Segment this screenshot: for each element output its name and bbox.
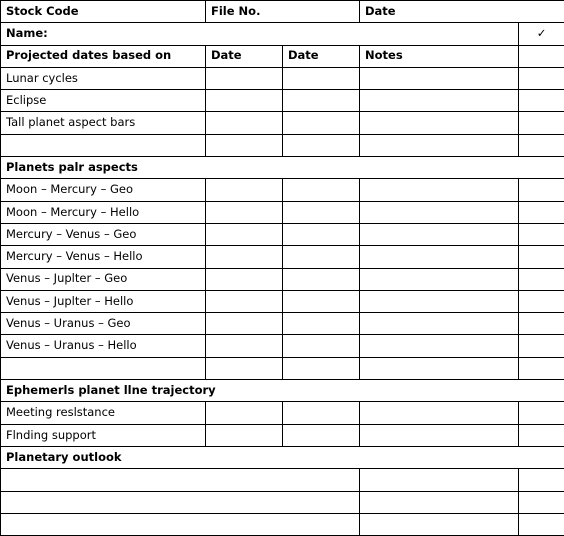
date-2-cell[interactable] [283,201,360,223]
notes-cell[interactable] [360,402,519,424]
pair-aspect-row [1,335,564,357]
outlook-row [1,491,564,513]
pair-aspect-row [1,246,564,268]
notes-cell[interactable] [360,268,519,290]
pair-aspect-label: Mercury – Venus – Geo [1,223,206,245]
notes-cell[interactable] [360,424,519,446]
check-cell[interactable] [519,268,564,290]
outlook-row [1,469,564,491]
date-1-cell[interactable] [206,246,283,268]
check-cell[interactable] [519,357,564,379]
date-column-2-header: Date [283,45,360,67]
pair-aspect-label: Moon – Mercury – Hello [1,201,206,223]
notes-cell[interactable] [360,179,519,201]
projected-heading-row [1,45,564,67]
projected-row [1,134,564,156]
date-1-cell[interactable] [206,90,283,112]
pair-aspect-label: Moon – Mercury – Geo [1,179,206,201]
date-1-cell[interactable] [206,313,283,335]
name-label: Name: [1,23,519,45]
notes-column-header: Notes [360,45,519,67]
pair-aspect-row [1,357,564,379]
outlook-notes-cell[interactable] [360,491,519,513]
check-cell[interactable] [519,290,564,312]
check-cell[interactable] [519,246,564,268]
date-1-cell[interactable] [206,290,283,312]
file-no-label: File No. [206,1,360,23]
notes-cell[interactable] [360,246,519,268]
check-cell[interactable] [519,112,564,134]
pair-aspect-label [1,357,206,379]
trajectory-row [1,424,564,446]
date-2-cell[interactable] [283,67,360,89]
pair-aspect-row [1,201,564,223]
pair-aspect-row [1,223,564,245]
projected-label: Tall planet aspect bars [1,112,206,134]
check-cell[interactable] [519,90,564,112]
date-1-cell[interactable] [206,357,283,379]
date-2-cell[interactable] [283,313,360,335]
check-column-header [519,45,564,67]
pair-aspect-row [1,290,564,312]
date-column-1-header: Date [206,45,283,67]
projected-heading: Projected dates based on [1,45,206,67]
projected-row [1,90,564,112]
check-cell[interactable] [519,335,564,357]
name-row [1,23,564,45]
notes-cell[interactable] [360,201,519,223]
check-cell[interactable] [519,179,564,201]
projected-row [1,67,564,89]
date-2-cell[interactable] [283,335,360,357]
date-2-cell[interactable] [283,134,360,156]
notes-cell[interactable] [360,290,519,312]
outlook-check-cell[interactable] [519,469,564,491]
pair-aspect-row [1,313,564,335]
trajectory-heading: Ephemerls planet llne trajectory [1,380,564,402]
projected-label: Eclipse [1,90,206,112]
date-label: Date [360,1,564,23]
date-1-cell[interactable] [206,179,283,201]
pair-aspect-label: Mercury – Venus – Hello [1,246,206,268]
outlook-check-cell[interactable] [519,513,564,535]
check-cell[interactable] [519,223,564,245]
date-2-cell[interactable] [283,90,360,112]
notes-cell[interactable] [360,112,519,134]
outlook-text-cell[interactable] [1,513,360,535]
date-2-cell[interactable] [283,357,360,379]
outlook-text-cell[interactable] [1,491,360,513]
pair-aspect-row [1,268,564,290]
stock-code-label: Stock Code [1,1,206,23]
trajectory-label: Flnding support [1,424,206,446]
pair-aspect-label: Venus – Juplter – Hello [1,290,206,312]
date-2-cell[interactable] [283,290,360,312]
notes-cell[interactable] [360,90,519,112]
date-2-cell[interactable] [283,179,360,201]
notes-cell[interactable] [360,335,519,357]
check-cell[interactable] [519,201,564,223]
notes-cell[interactable] [360,134,519,156]
date-2-cell[interactable] [283,268,360,290]
pair-aspects-heading-row [1,157,564,179]
date-1-cell[interactable] [206,134,283,156]
date-1-cell[interactable] [206,223,283,245]
check-cell[interactable] [519,402,564,424]
date-1-cell[interactable] [206,402,283,424]
check-cell[interactable] [519,313,564,335]
check-cell[interactable] [519,67,564,89]
date-1-cell[interactable] [206,112,283,134]
outlook-notes-cell[interactable] [360,469,519,491]
pair-aspects-heading: Planets palr aspects [1,157,564,179]
outlook-text-cell[interactable] [1,469,360,491]
check-cell[interactable] [519,424,564,446]
date-2-cell[interactable] [283,223,360,245]
date-1-cell[interactable] [206,67,283,89]
date-1-cell[interactable] [206,201,283,223]
trajectory-heading-row [1,380,564,402]
outlook-notes-cell[interactable] [360,513,519,535]
date-2-cell[interactable] [283,246,360,268]
outlook-check-cell[interactable] [519,491,564,513]
date-2-cell[interactable] [283,112,360,134]
notes-cell[interactable] [360,357,519,379]
date-2-cell[interactable] [283,402,360,424]
notes-cell[interactable] [360,313,519,335]
outlook-heading: Planetary outlook [1,446,564,468]
notes-cell[interactable] [360,67,519,89]
projected-label [1,134,206,156]
form-header-row [1,1,564,23]
outlook-heading-row [1,446,564,468]
trajectory-row [1,402,564,424]
pair-aspect-label: Venus – Juplter – Geo [1,268,206,290]
notes-cell[interactable] [360,223,519,245]
projected-row [1,112,564,134]
trajectory-label: Meeting reslstance [1,402,206,424]
pair-aspect-label: Venus – Uranus – Geo [1,313,206,335]
check-mark-icon: ✓ [519,23,564,45]
outlook-row [1,513,564,535]
pair-aspect-label: Venus – Uranus – Hello [1,335,206,357]
date-1-cell[interactable] [206,335,283,357]
date-1-cell[interactable] [206,424,283,446]
pair-aspect-row [1,179,564,201]
check-cell[interactable] [519,134,564,156]
projected-label: Lunar cycles [1,67,206,89]
date-2-cell[interactable] [283,424,360,446]
date-1-cell[interactable] [206,268,283,290]
